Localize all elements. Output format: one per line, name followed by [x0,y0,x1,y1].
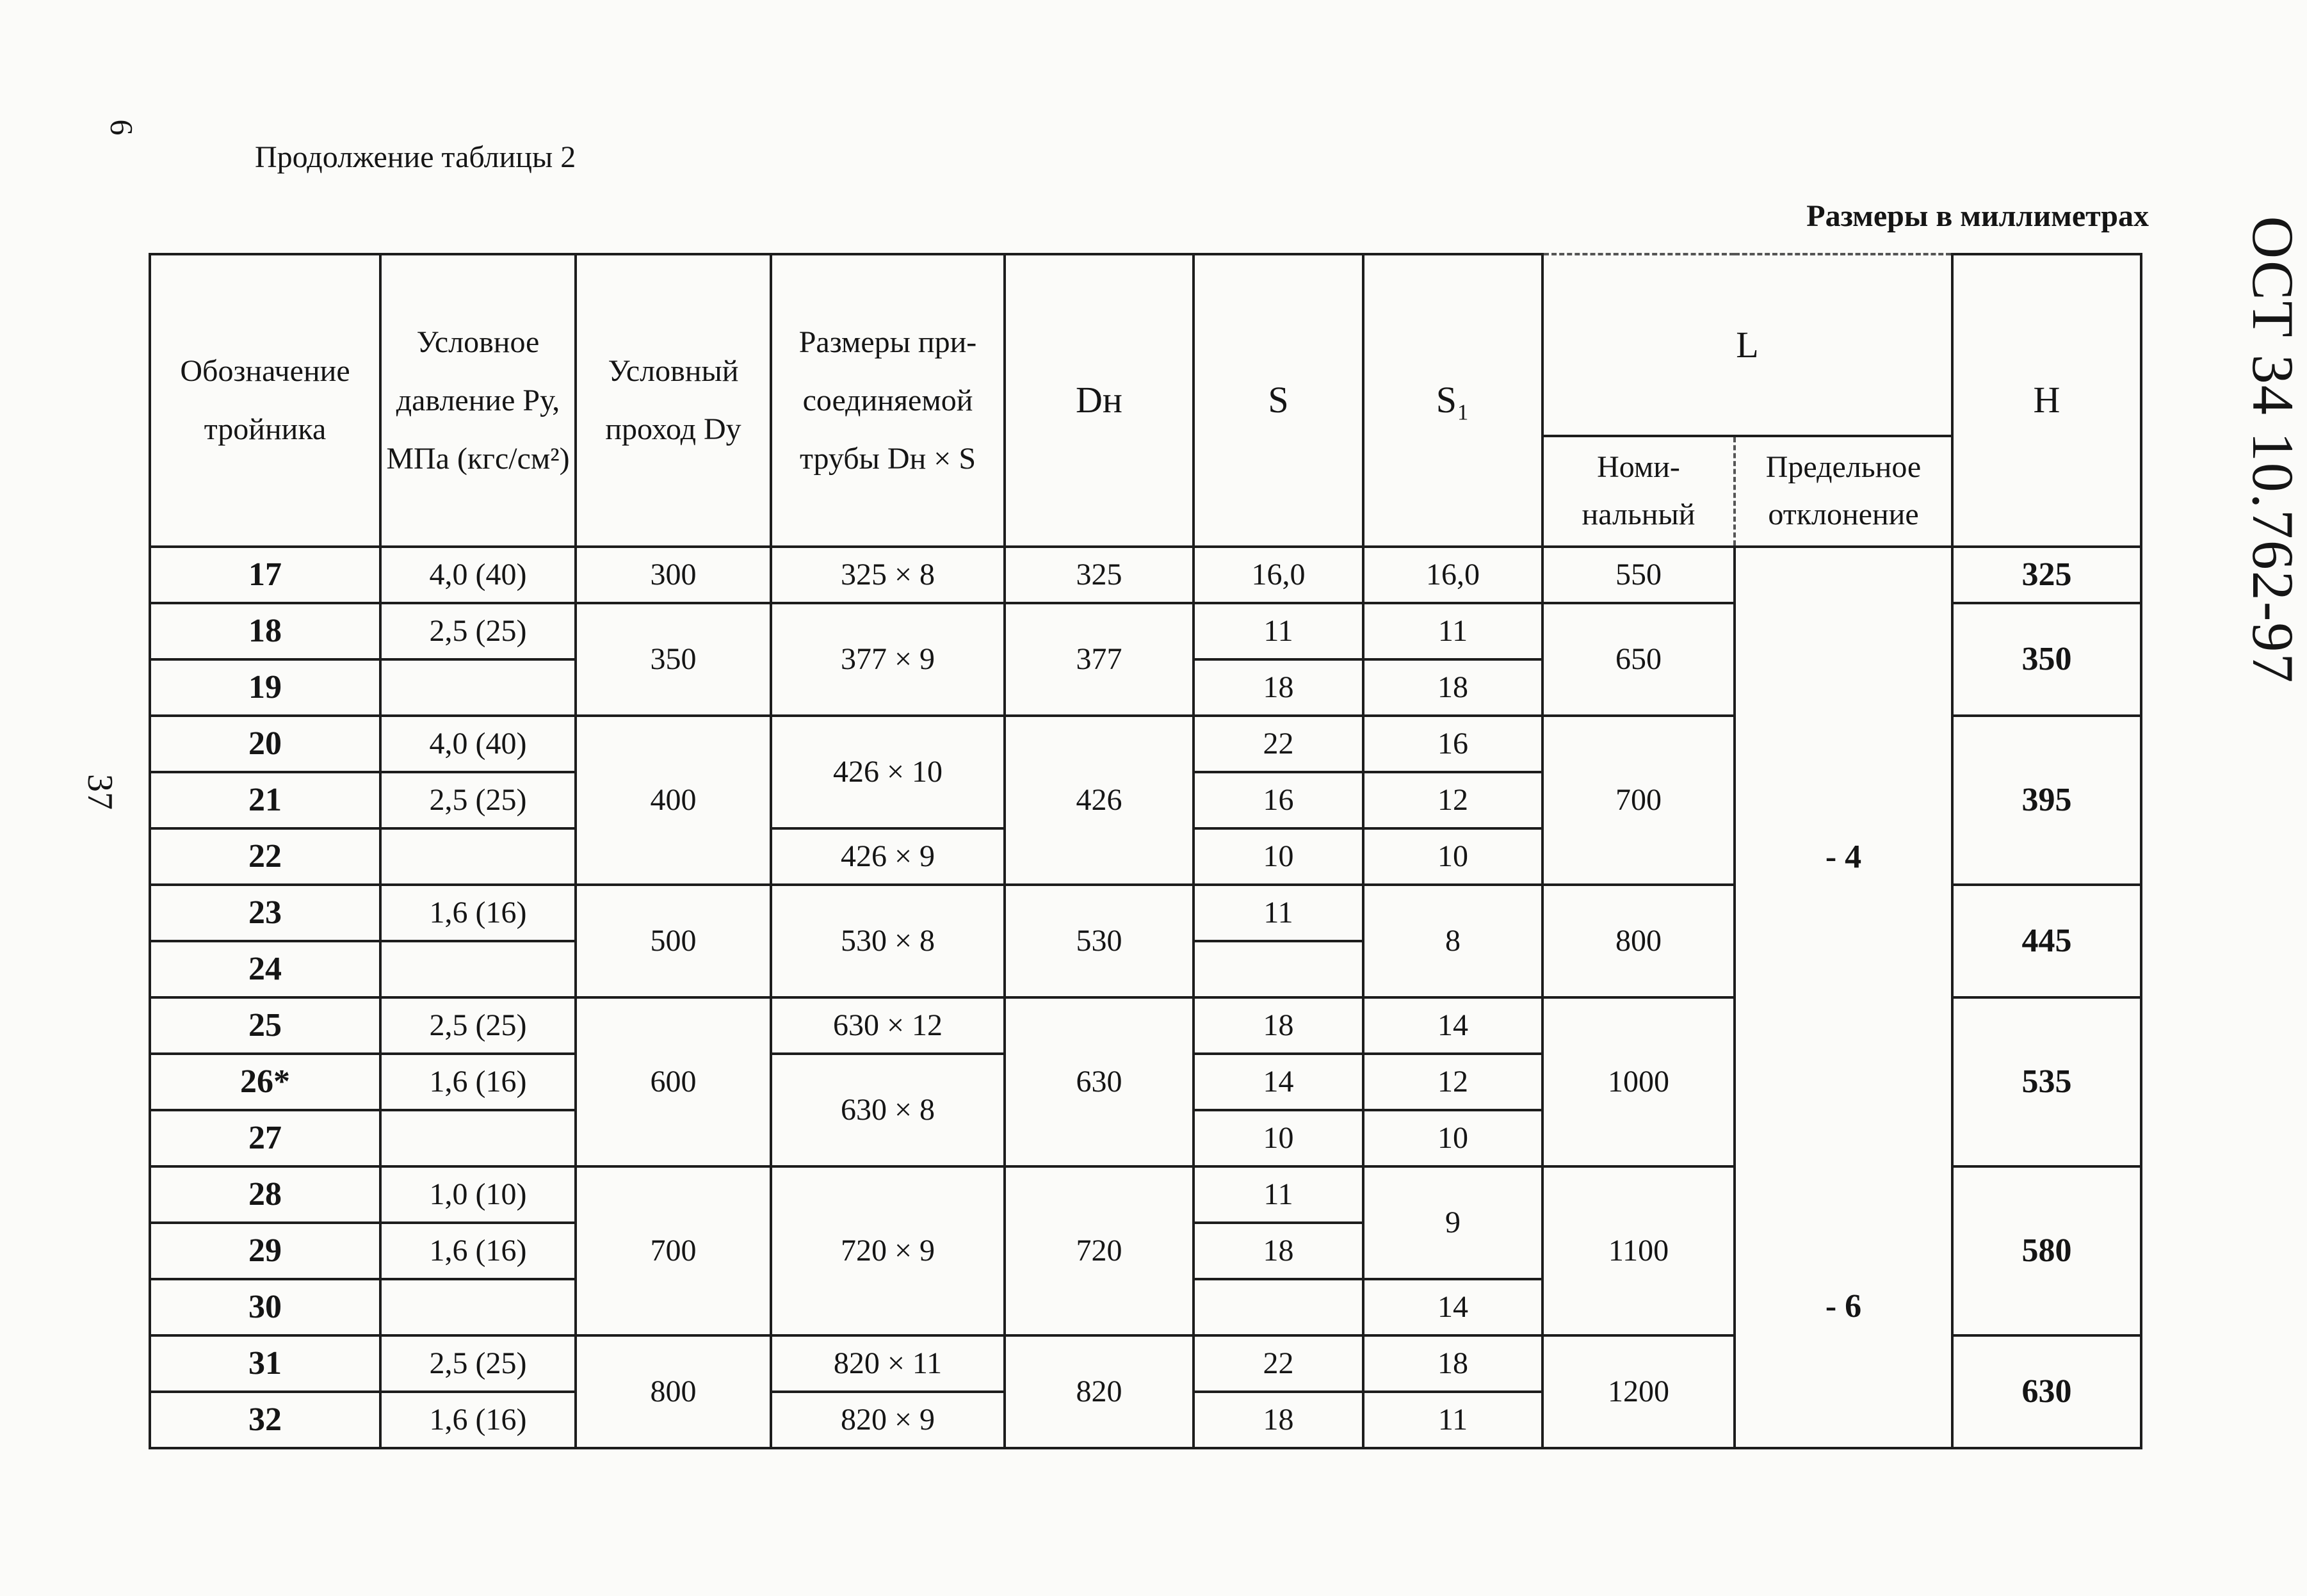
cell-h: 445 [1952,885,2141,997]
cell-dn: 426 [1005,716,1194,885]
cell-s: 16 [1194,772,1363,828]
header-l-tolerance: Предельное отклонение [1735,436,1952,547]
cell-designation: 22 [150,828,380,885]
header-l-nominal: Номи-нальный [1542,436,1735,547]
cell-designation: 18 [150,603,380,659]
cell-pressure [380,828,576,885]
cell-pipe: 630 × 8 [771,1054,1005,1166]
cell-s1: 16 [1363,716,1542,772]
cell-pipe: 325 × 8 [771,547,1005,603]
cell-l-nominal: 1100 [1542,1166,1735,1335]
cell-dn: 377 [1005,603,1194,716]
cell-s1: 14 [1363,997,1542,1054]
cell-pressure [380,941,576,997]
cell-pressure: 4,0 (40) [380,547,576,603]
cell-designation: 26* [150,1054,380,1110]
cell-passage: 300 [576,547,771,603]
cell-s1: 9 [1363,1166,1542,1279]
cell-s1: 11 [1363,603,1542,659]
header-dn: Dн [1005,254,1194,547]
cell-designation: 28 [150,1166,380,1223]
header-designation: Обозначение тройника [150,254,380,547]
cell-passage: 600 [576,997,771,1166]
table-row [150,1166,2141,1223]
cell-l-nominal: 650 [1542,603,1735,716]
cell-l-nominal: 1200 [1542,1335,1735,1448]
cell-designation: 30 [150,1279,380,1335]
cell-l-nominal: 1000 [1542,997,1735,1166]
cell-s1: 12 [1363,772,1542,828]
cell-pressure [380,1110,576,1166]
cell-h: 325 [1952,547,2141,603]
header-s: S [1194,254,1363,547]
cell-passage: 500 [576,885,771,997]
cell-designation: 23 [150,885,380,941]
cell-pipe: 630 × 12 [771,997,1005,1054]
cell-s: 18 [1194,659,1363,716]
cell-designation: 32 [150,1392,380,1448]
cell-s: 22 [1194,716,1363,772]
cell-s: 18 [1194,997,1363,1054]
cell-s: 11 [1194,603,1363,659]
cell-s1: 14 [1363,1279,1542,1335]
cell-s1: 16,0 [1363,547,1542,603]
cell-s1: 10 [1363,828,1542,885]
cell-pressure: 1,6 (16) [380,1223,576,1279]
cell-designation: 24 [150,941,380,997]
cell-designation: 29 [150,1223,380,1279]
cell-pressure: 1,6 (16) [380,1054,576,1110]
header-s1: S₁ [1363,254,1542,547]
top-page-number: 6 [104,119,140,136]
cell-pressure: 1,6 (16) [380,885,576,941]
continuation-title: Продолжение таблицы 2 [255,140,576,174]
tee-dimensions-table [149,253,2142,1449]
cell-l-nominal: 700 [1542,716,1735,885]
cell-pressure: 1,0 (10) [380,1166,576,1223]
cell-designation: 27 [150,1110,380,1166]
cell-l-tolerance-lower: - 6 [1735,1166,1952,1448]
cell-s1: 8 [1363,885,1542,997]
cell-dn: 820 [1005,1335,1194,1448]
table-row [150,547,2141,603]
cell-s1: 18 [1363,1335,1542,1392]
cell-pressure: 2,5 (25) [380,772,576,828]
cell-s: 16,0 [1194,547,1363,603]
units-note: Размеры в миллиметрах [1806,199,2149,233]
cell-passage: 400 [576,716,771,885]
cell-s: 10 [1194,828,1363,885]
side-page-number: 37 [80,774,120,810]
cell-s: 14 [1194,1054,1363,1110]
cell-passage: 350 [576,603,771,716]
cell-dn: 720 [1005,1166,1194,1335]
cell-pressure: 1,6 (16) [380,1392,576,1448]
cell-h: 535 [1952,997,2141,1166]
cell-s: 11 [1194,885,1363,941]
header-pipe: Размеры при-соединяемой трубы Dн × S [771,254,1005,547]
cell-pipe: 720 × 9 [771,1166,1005,1335]
cell-l-nominal: 550 [1542,547,1735,603]
cell-s1: 10 [1363,1110,1542,1166]
cell-s: 18 [1194,1223,1363,1279]
cell-s: 22 [1194,1335,1363,1392]
cell-l-tolerance-upper: - 4 [1735,547,1952,1166]
cell-pressure: 4,0 (40) [380,716,576,772]
cell-s: 18 [1194,1392,1363,1448]
cell-pressure [380,1279,576,1335]
header-l: L [1542,254,1952,436]
cell-pipe: 377 × 9 [771,603,1005,716]
cell-pressure: 2,5 (25) [380,997,576,1054]
header-h: H [1952,254,2141,547]
cell-designation: 25 [150,997,380,1054]
header-pressure: Условное давление Ру, МПа (кгс/см²) [380,254,576,547]
cell-dn: 630 [1005,997,1194,1166]
cell-designation: 31 [150,1335,380,1392]
cell-passage: 700 [576,1166,771,1335]
cell-h: 630 [1952,1335,2141,1448]
cell-s1: 18 [1363,659,1542,716]
cell-dn: 325 [1005,547,1194,603]
cell-h: 395 [1952,716,2141,885]
cell-h: 580 [1952,1166,2141,1335]
cell-passage: 800 [576,1335,771,1448]
cell-designation: 19 [150,659,380,716]
cell-pipe: 820 × 9 [771,1392,1005,1448]
cell-s: 10 [1194,1110,1363,1166]
cell-pipe: 426 × 9 [771,828,1005,885]
cell-pipe: 426 × 10 [771,716,1005,828]
cell-designation: 20 [150,716,380,772]
cell-s [1194,1279,1363,1335]
cell-designation: 21 [150,772,380,828]
cell-s: 11 [1194,1166,1363,1223]
cell-pipe: 530 × 8 [771,885,1005,997]
cell-h: 350 [1952,603,2141,716]
cell-pressure [380,659,576,716]
cell-dn: 530 [1005,885,1194,997]
document-code: ОСТ 34 10.762-97 [2240,216,2306,684]
cell-pipe: 820 × 11 [771,1335,1005,1392]
cell-s [1194,941,1363,997]
cell-pressure: 2,5 (25) [380,1335,576,1392]
cell-l-nominal: 800 [1542,885,1735,997]
cell-s1: 11 [1363,1392,1542,1448]
cell-s1: 12 [1363,1054,1542,1110]
header-passage: Условный проход Dy [576,254,771,547]
cell-designation: 17 [150,547,380,603]
cell-pressure: 2,5 (25) [380,603,576,659]
